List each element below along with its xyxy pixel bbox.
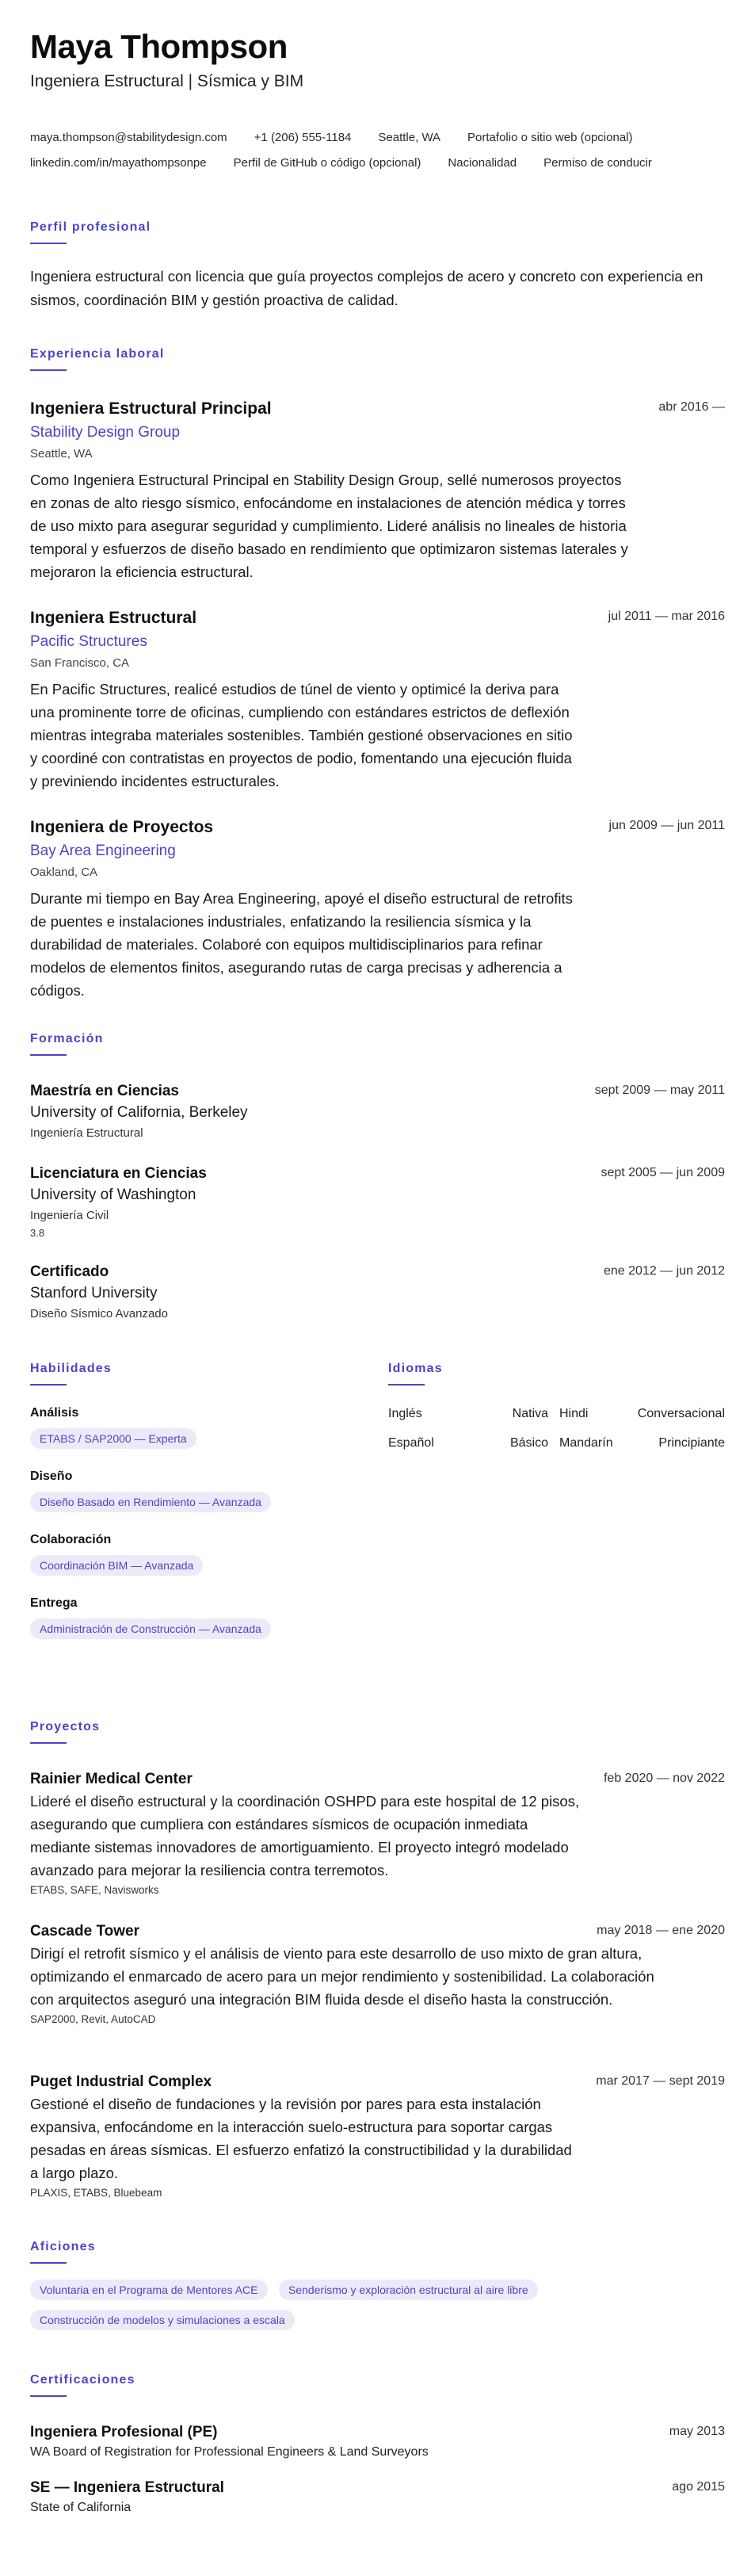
contact-nationality: Nacionalidad bbox=[448, 156, 517, 170]
project-tools: ETABS, SAFE, Navisworks bbox=[30, 1884, 159, 1896]
project-description: Gestioné el diseño de fundaciones y la revisión por pares para esta instalación expansiva, enfocándome en la interacción suelo-estructura para soportar cargas pesadas en áreas sísmicas. El esfuerzo enfatizó la constructibilidad y la durabilidad a largo plazo. bbox=[30, 2096, 572, 2181]
job-dates: jun 2009 — jun 2011 bbox=[608, 819, 725, 832]
section-divider bbox=[30, 369, 67, 371]
project-dates: mar 2017 — sept 2019 bbox=[596, 2074, 725, 2088]
job-company: Bay Area Engineering bbox=[30, 843, 176, 859]
job-dates: abr 2016 — bbox=[658, 400, 725, 414]
section-divider bbox=[388, 1384, 425, 1385]
skill-category: Colaboración bbox=[30, 1533, 112, 1546]
certifications-title: Certificaciones bbox=[30, 2373, 135, 2387]
education-degree: Licenciatura en Ciencias bbox=[30, 1165, 207, 1182]
certification-date: ago 2015 bbox=[672, 2480, 725, 2494]
job-location: Oakland, CA bbox=[30, 866, 98, 879]
skill-category: Entrega bbox=[30, 1596, 78, 1610]
job-company: Stability Design Group bbox=[30, 424, 181, 441]
skills-section bbox=[30, 1362, 112, 1385]
education-section bbox=[30, 1032, 104, 1056]
certification-date: may 2013 bbox=[669, 2425, 725, 2438]
project-tools: SAP2000, Revit, AutoCAD bbox=[30, 2013, 156, 2025]
skill-chip: ETABS / SAP2000 — Experta bbox=[30, 1428, 196, 1449]
skill-category: Diseño bbox=[30, 1470, 73, 1483]
project-description: Lideré el diseño estructural y la coordinación OSHPD para este hospital de 12 pisos, asegurando que cumpliera con estándares sísmicos de ocupación inmediata mediante sistemas innovadores de amortiguamiento. El proyecto integró modelado avanzado para mejorar la resiliencia contra terremotos. bbox=[30, 1793, 580, 1878]
language-level: Nativa bbox=[512, 1407, 548, 1420]
project-name: Cascade Tower bbox=[30, 1923, 139, 1940]
hobby-chip: Voluntaria en el Programa de Mentores ACE bbox=[30, 2280, 268, 2300]
hobby-chip: Construcción de modelos y simulaciones a escala bbox=[30, 2310, 295, 2330]
project-entry bbox=[30, 1769, 725, 1899]
hobbies-section bbox=[30, 2240, 96, 2264]
summary-section bbox=[30, 220, 151, 244]
language-name: Inglés bbox=[388, 1407, 422, 1420]
skill-group bbox=[30, 1595, 279, 1639]
languages-title: Idiomas bbox=[388, 1362, 443, 1375]
education-entry bbox=[30, 1081, 725, 1143]
project-tools: PLAXIS, ETABS, Bluebeam bbox=[30, 2187, 162, 2199]
contact-location: Seattle, WA bbox=[378, 131, 441, 144]
section-divider bbox=[30, 1054, 67, 1056]
education-entry bbox=[30, 1164, 725, 1241]
education-school: University of Washington bbox=[30, 1187, 196, 1203]
job-title: Ingeniera Estructural bbox=[30, 609, 197, 627]
education-school: University of California, Berkeley bbox=[30, 1104, 248, 1121]
language-level: Principiante bbox=[658, 1436, 725, 1450]
education-title: Formación bbox=[30, 1032, 104, 1045]
education-degree: Maestría en Ciencias bbox=[30, 1083, 179, 1099]
hobby-chip: Senderismo y exploración estructural al aire libre bbox=[279, 2280, 538, 2300]
summary-text: Ingeniera estructural con licencia que guía proyectos complejos de acero y concreto con experiencia en sismos, coordinación BIM y gestión proactiva de calidad. bbox=[30, 268, 704, 308]
job-description: Como Ingeniera Estructural Principal en Stability Design Group, sellé numerosos proyectos en zonas de alto riesgo sísmico, enfocándome en instalaciones de atención médica y torres de uso mixto para asegurar seguridad y cumplimiento. Lideré análisis no lineales de historia temporal y esfuerzos de diseño basado en rendimiento que optimizaron sistemas laterales y mejoraron la eficiencia estructural. bbox=[30, 472, 628, 580]
project-entry bbox=[30, 1921, 725, 2028]
skills-title: Habilidades bbox=[30, 1362, 112, 1375]
section-divider bbox=[30, 2262, 67, 2264]
candidate-headline: Ingeniera Estructural | Sísmica y BIM bbox=[30, 72, 304, 90]
project-name: Rainier Medical Center bbox=[30, 1771, 193, 1787]
job-entry bbox=[30, 816, 725, 1002]
certification-name: SE — Ingeniera Estructural bbox=[30, 2479, 224, 2496]
job-entry bbox=[30, 607, 725, 793]
section-divider bbox=[30, 2395, 67, 2397]
language-level: Básico bbox=[509, 1436, 548, 1450]
education-field: Ingeniería Civil bbox=[30, 1209, 109, 1222]
education-field: Ingeniería Estructural bbox=[30, 1126, 143, 1140]
language-level: Conversacional bbox=[637, 1407, 725, 1420]
section-divider bbox=[30, 1384, 67, 1385]
skill-chip: Administración de Construcción — Avanzada bbox=[30, 1619, 271, 1639]
project-dates: may 2018 — ene 2020 bbox=[597, 1924, 725, 1937]
projects-title: Proyectos bbox=[30, 1720, 101, 1733]
section-divider bbox=[30, 1742, 67, 1744]
hobbies-title: Aficiones bbox=[30, 2240, 96, 2253]
job-dates: jul 2011 — mar 2016 bbox=[608, 610, 725, 623]
certification-name: Ingeniera Profesional (PE) bbox=[30, 2424, 218, 2440]
project-dates: feb 2020 — nov 2022 bbox=[603, 1771, 725, 1785]
contact-github[interactable]: Perfil de GitHub o código (opcional) bbox=[233, 156, 421, 170]
job-entry bbox=[30, 398, 725, 583]
job-location: San Francisco, CA bbox=[30, 656, 130, 670]
summary-title: Perfil profesional bbox=[30, 220, 151, 234]
languages-section bbox=[388, 1362, 443, 1385]
education-entry bbox=[30, 1262, 725, 1324]
skill-category: Análisis bbox=[30, 1406, 79, 1420]
skill-group bbox=[30, 1405, 204, 1449]
resume-header bbox=[30, 27, 303, 94]
certification-entry bbox=[30, 2422, 725, 2462]
experience-title: Experiencia laboral bbox=[30, 347, 165, 361]
education-field: Diseño Sísmico Avanzado bbox=[30, 1307, 168, 1320]
certification-issuer: State of California bbox=[30, 2501, 132, 2514]
contact-linkedin[interactable]: linkedin.com/in/mayathompsonpe bbox=[30, 156, 207, 170]
job-description: Durante mi tiempo en Bay Area Engineering, apoyé el diseño estructural de retrofits de puentes e instalaciones industriales, enfatizando la resiliencia sísmica y la durabilidad de materiales. Colaboré con equipos multidisciplinarios para refinar modelos de elementos finitos, asegurando rutas de carga precisas y adherencia a códigos. bbox=[30, 890, 573, 999]
candidate-name: Maya Thompson bbox=[30, 28, 288, 65]
contact-email[interactable]: maya.thompson@stabilitydesign.com bbox=[30, 131, 227, 144]
projects-section bbox=[30, 1720, 100, 1744]
language-name: Español bbox=[388, 1436, 434, 1450]
job-company: Pacific Structures bbox=[30, 633, 147, 650]
experience-section bbox=[30, 347, 165, 371]
hobby-list bbox=[30, 2280, 725, 2300]
skill-group bbox=[30, 1468, 279, 1512]
section-divider bbox=[30, 243, 67, 244]
certifications-section bbox=[30, 2373, 135, 2397]
language-name: Hindi bbox=[559, 1407, 589, 1420]
education-dates: ene 2012 — jun 2012 bbox=[603, 1264, 725, 1278]
contact-list bbox=[30, 125, 711, 176]
job-description: En Pacific Structures, realicé estudios de túnel de viento y optimicé la deriva para una prominente torre de oficinas, cumpliendo con estándares estrictos de deflexión mientras integraba materiales sostenibles. También gestioné observaciones en sitio y coordiné con contratistas en proyectos de podio, fomentando una ejecución fluida y previniendo incidentes estructurales. bbox=[30, 681, 573, 789]
education-degree: Certificado bbox=[30, 1263, 109, 1280]
certification-issuer: WA Board of Registration for Professional Engineers & Land Surveyors bbox=[30, 2445, 429, 2459]
skill-chip: Diseño Basado en Rendimiento — Avanzada bbox=[30, 1492, 271, 1512]
job-title: Ingeniera de Proyectos bbox=[30, 818, 214, 836]
education-dates: sept 2005 — jun 2009 bbox=[601, 1166, 725, 1179]
skill-chip: Coordinación BIM — Avanzada bbox=[30, 1555, 203, 1576]
contact-phone[interactable]: +1 (206) 555-1184 bbox=[254, 131, 352, 144]
contact-website[interactable]: Portafolio o sitio web (opcional) bbox=[467, 131, 633, 144]
certification-entry bbox=[30, 2478, 725, 2517]
project-name: Puget Industrial Complex bbox=[30, 2073, 212, 2090]
contact-license: Permiso de conducir bbox=[543, 156, 652, 170]
job-location: Seattle, WA bbox=[30, 447, 93, 461]
project-description: Dirigí el retrofit sísmico y el análisis de viento para este desarrollo de uso mixto de gran altura, optimizando el enmarcado de acero para un mejor rendimiento y sostenibilidad. La colaboración con arquitectos aseguró una integración BIM fluida desde el diseño hasta la construcción. bbox=[30, 1945, 654, 2008]
education-dates: sept 2009 — may 2011 bbox=[594, 1084, 725, 1097]
skill-group bbox=[30, 1531, 211, 1576]
education-school: Stanford University bbox=[30, 1285, 158, 1301]
language-name: Mandarín bbox=[559, 1436, 613, 1450]
hobby-list bbox=[30, 2310, 725, 2330]
job-title: Ingeniera Estructural Principal bbox=[30, 399, 272, 418]
education-gpa: 3.8 bbox=[30, 1227, 45, 1239]
project-entry bbox=[30, 2072, 725, 2202]
